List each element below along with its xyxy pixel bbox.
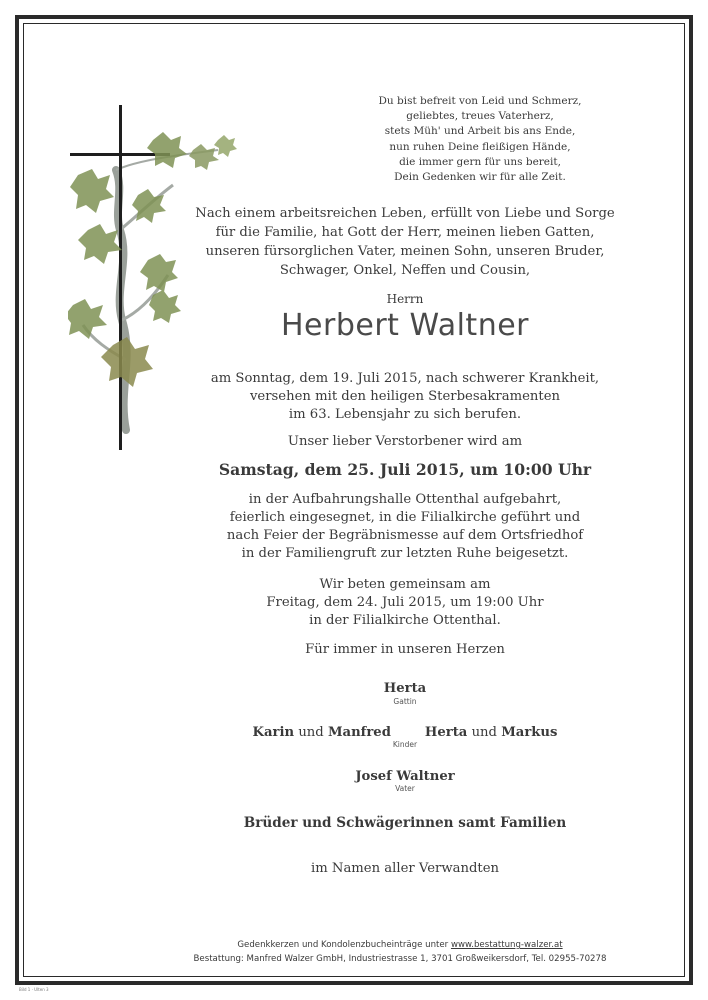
poem-line: die immer gern für uns bereit, [399, 155, 561, 168]
wife-name: Herta [383, 681, 427, 696]
vine-leaf [78, 224, 122, 264]
poem-line: nun ruhen Deine fleißigen Hände, [389, 140, 571, 153]
child-partner-name: Manfred [327, 725, 391, 740]
death-line: am Sonntag, dem 19. Juli 2015, nach schwerer Krankheit, [210, 371, 600, 386]
child-name: Karin [252, 725, 295, 740]
poem-line: geliebtes, treues Vaterherz, [406, 110, 554, 123]
cross-vertical [119, 105, 122, 450]
mourner-children [165, 725, 645, 749]
funeral-datetime: Samstag, dem 25. Juli 2015, um 10:00 Uhr [218, 460, 592, 479]
children-role: Kinder [392, 740, 418, 749]
child-name: Herta [424, 725, 468, 740]
prayer-details [165, 576, 645, 630]
prayer-line: Freitag, dem 24. Juli 2015, um 19:00 Uhr [266, 595, 544, 610]
siblings-line: Brüder und Schwägerinnen samt Familien [243, 815, 567, 831]
intro-line: für die Familie, hat Gott der Herr, meinen lieben Gatten, [215, 225, 595, 240]
conjunction: und [298, 725, 324, 740]
deceased-name: Herbert Waltner [280, 308, 529, 343]
child-partner-name: Markus [501, 725, 558, 740]
prayer-line: in der Filialkirche Ottenthal. [309, 613, 501, 628]
burial-details [165, 491, 645, 563]
salutation: Herrn [386, 292, 424, 306]
footer-text: Gedenkkerzen und Kondolenzbucheinträge unter [237, 940, 451, 950]
poem-line: Dein Gedenken wir für alle Zeit. [394, 171, 566, 184]
vine-leaf [147, 132, 187, 168]
prayer-line: Wir beten gemeinsam am [319, 577, 491, 592]
father-role: Vater [395, 784, 415, 793]
footer [150, 938, 650, 966]
wife-role: Gattin [393, 697, 417, 706]
vine-leaf [214, 135, 237, 157]
forever-line: Für immer in unseren Herzen [305, 642, 505, 657]
intro-line: Nach einem arbeitsreichen Leben, erfüllt von Liebe und Sorge [195, 206, 615, 221]
poem-line: stets Müh' und Arbeit bis ans Ende, [384, 125, 576, 138]
funeral-announcement: Unser lieber Verstorbener wird am [287, 434, 523, 449]
burial-line: feierlich eingesegnet, in die Filialkirche geführt und [229, 510, 581, 525]
burial-line: in der Aufbahrungshalle Ottenthal aufgebahrt, [248, 492, 562, 507]
burial-line: nach Feier der Begräbnismesse auf dem Ortsfriedhof [226, 528, 584, 543]
vine-leaf [101, 337, 153, 387]
poem [330, 94, 630, 185]
death-line: im 63. Lebensjahr zu sich berufen. [288, 407, 522, 422]
intro-line: Schwager, Onkel, Neffen und Cousin, [279, 263, 531, 278]
burial-line: in der Familiengruft zur letzten Ruhe beigesetzt. [241, 546, 569, 561]
intro-line: unseren fürsorglichen Vater, meinen Sohn, unseren Bruder, [205, 244, 605, 259]
mourner-wife [165, 681, 645, 706]
children-couple-1 [253, 725, 391, 740]
vine-leaf [68, 299, 107, 339]
footer-line-2: Bestattung: Manfred Walzer GmbH, Industriestrasse 1, 3701 Großweikersdorf, Tel. 02955-70278 [193, 954, 607, 964]
intro-text [165, 204, 645, 280]
tiny-print: Bild 1 · Ulten 3 [19, 987, 49, 992]
website-link[interactable]: www.bestattung-walzer.at [450, 940, 563, 950]
vine-leaf [70, 169, 114, 213]
footer-line-1 [150, 938, 650, 952]
mourner-father [165, 769, 645, 793]
poem-line: Du bist befreit von Leid und Schmerz, [378, 95, 582, 107]
children-couple-2 [425, 725, 558, 740]
death-notice [165, 370, 645, 424]
father-name: Josef Waltner [355, 769, 455, 784]
conjunction: und [471, 725, 497, 740]
vine-leaf [189, 144, 219, 170]
behalf-line: im Namen aller Verwandten [310, 861, 499, 876]
death-line: versehen mit den heiligen Sterbesakramenten [249, 389, 561, 404]
